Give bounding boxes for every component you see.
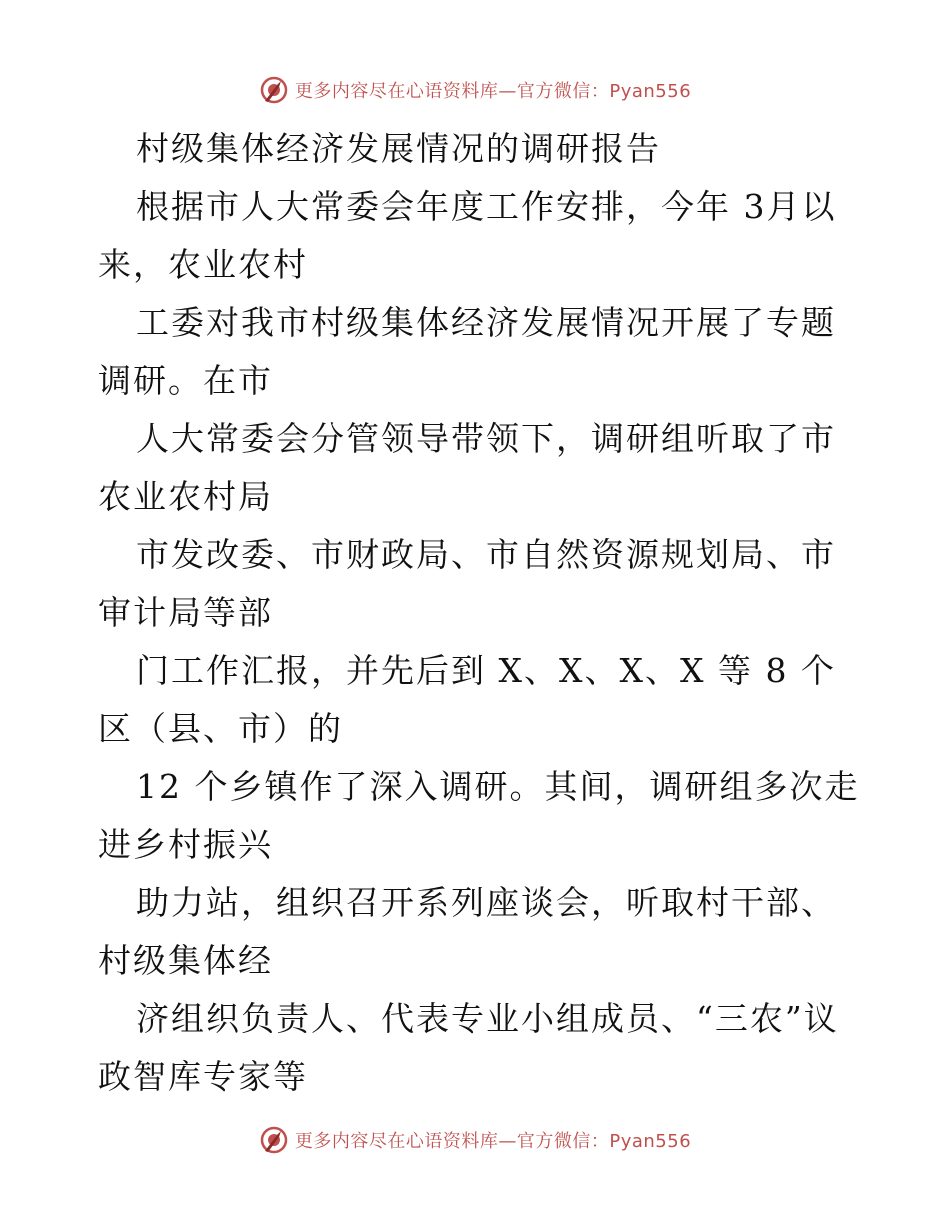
- document-title: 村级集体经济发展情况的调研报告: [136, 129, 661, 168]
- feather-pen-logo-icon: [259, 75, 289, 105]
- paragraph: 根据市人大常委会年度工作安排，今年 3月以来，农业农村: [98, 187, 837, 284]
- document-body: [98, 120, 868, 1106]
- paragraph: 市发改委、市财政局、市自然资源规划局、市审计局等部: [98, 535, 836, 632]
- paragraph: 助力站，组织召开系列座谈会，听取村干部、村级集体经: [98, 883, 836, 980]
- paragraph: 工委对我市村级集体经济发展情况开展了专题调研。在市: [98, 303, 836, 400]
- paragraph: 门工作汇报，并先后到 X、X、X、X 等 8 个区（县、市）的: [98, 651, 836, 748]
- header-banner-text: 更多内容尽在心语资料库—官方微信：Pyan556: [294, 81, 692, 102]
- footer-banner-text: 更多内容尽在心语资料库—官方微信：Pyan556: [294, 1131, 692, 1152]
- paragraph: 人大常委会分管领导带领下，调研组听取了市农业农村局: [98, 419, 836, 516]
- header-banner: [0, 72, 950, 108]
- feather-pen-logo-icon: [259, 1125, 289, 1155]
- footer-banner: [0, 1122, 950, 1158]
- paragraph: 12 个乡镇作了深入调研。其间，调研组多次走进乡村振兴: [98, 767, 860, 864]
- paragraph: 济组织负责人、代表专业小组成员、“三农”议政智库专家等: [98, 999, 839, 1096]
